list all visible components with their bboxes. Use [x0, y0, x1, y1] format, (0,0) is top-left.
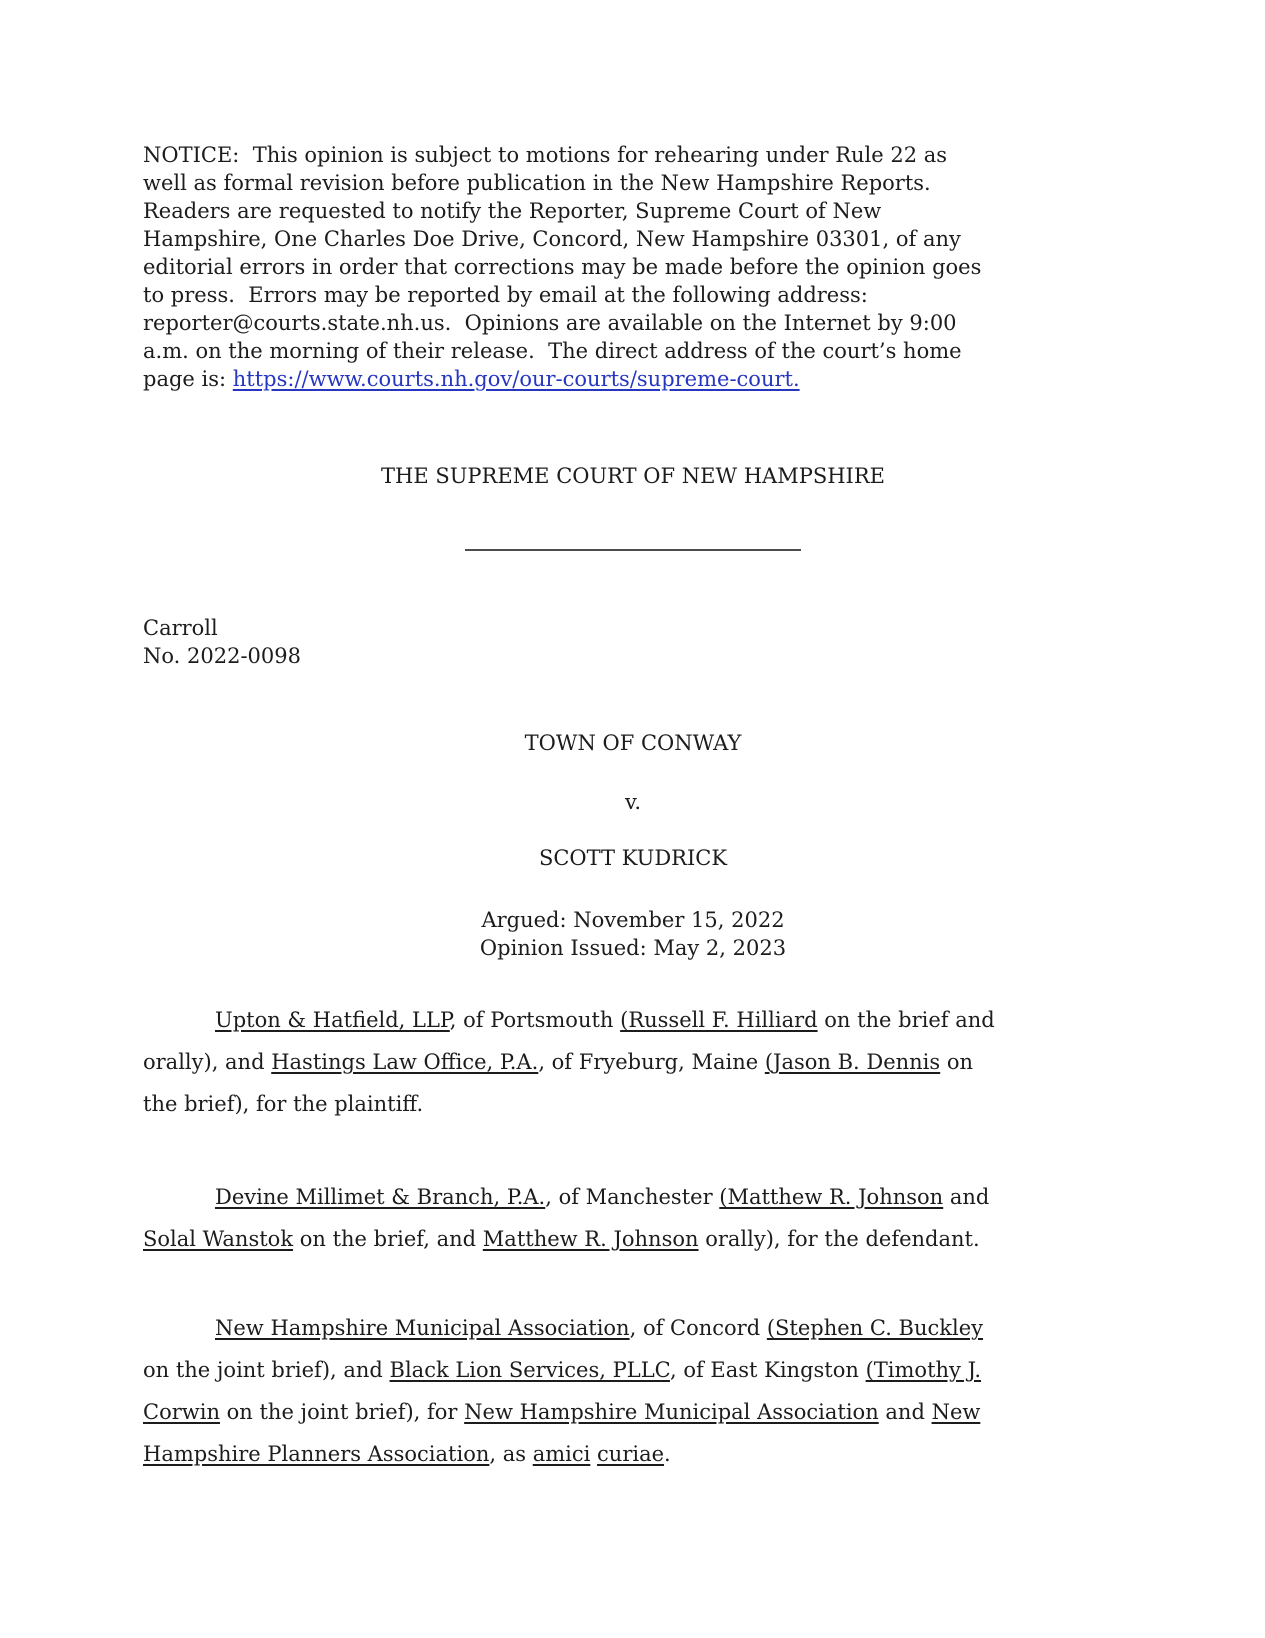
text-segment: orally), and — [143, 1050, 272, 1074]
text-segment: Upton & Hatfield, LLP — [215, 1008, 450, 1032]
text-segment: Matthew R. Johnson — [482, 1227, 699, 1251]
text-segment: New Hampshire Municipal Association — [464, 1400, 879, 1424]
text-segment: NOTICE: This opinion is subject to motions for rehearing under Rule 22 as — [143, 143, 948, 167]
text-segment: Hampshire, One Charles Doe Drive, Concord, New Hampshire 03301, of any — [143, 227, 961, 251]
text-segment: to press. Errors may be reported by email at the following address: — [143, 283, 868, 307]
text-segment: Devine Millimet & Branch, P.A. — [215, 1185, 546, 1209]
case-caption — [143, 614, 1123, 670]
text-segment: (Timothy J. — [865, 1358, 982, 1382]
defendant-name: SCOTT KUDRICK — [538, 846, 728, 870]
text-segment: page is: — [143, 367, 233, 391]
text-segment: a.m. on the morning of their release. The direct address of the court’s home — [143, 339, 962, 363]
text-segment: New — [931, 1400, 981, 1424]
text-segment: on the brief and — [817, 1008, 995, 1032]
opinion-issued-date: Opinion Issued: May 2, 2023 — [479, 936, 787, 960]
text-segment: , of East Kingston — [669, 1358, 866, 1382]
amici-counsel-paragraph — [143, 1307, 1123, 1475]
text-segment: the brief), for the plaintiff. — [143, 1092, 424, 1116]
text-segment: , as — [489, 1442, 533, 1466]
supreme-court-link[interactable]: https://www.courts.nh.gov/our-courts/supreme-court. — [232, 367, 800, 391]
text-segment: curiae — [597, 1442, 665, 1466]
text-segment: on the joint brief), for — [219, 1400, 465, 1424]
argued-date: Argued: November 15, 2022 — [481, 908, 785, 932]
court-title: THE SUPREME COURT OF NEW HAMPSHIRE — [381, 464, 885, 488]
text-segment: on — [940, 1050, 974, 1074]
text-segment: (Stephen C. Buckley — [766, 1316, 984, 1340]
text-segment: amici — [532, 1442, 591, 1466]
plaintiff-name: TOWN OF CONWAY — [524, 731, 742, 755]
text-segment: . — [664, 1442, 671, 1466]
text-segment: and — [943, 1185, 990, 1209]
text-segment: Corwin — [143, 1400, 220, 1424]
text-segment: on the brief, and — [293, 1227, 483, 1251]
text-segment: editorial errors in order that corrections may be made before the opinion goes — [143, 255, 982, 279]
case-dates — [143, 906, 1123, 962]
text-segment: , of Manchester — [545, 1185, 720, 1209]
text-segment: (Jason B. Dennis — [764, 1050, 941, 1074]
text-segment: , of Fryeburg, Maine — [538, 1050, 765, 1074]
plaintiff-counsel-paragraph — [143, 999, 1123, 1125]
text-segment: , of Portsmouth — [449, 1008, 621, 1032]
section-divider — [143, 549, 1123, 551]
text-segment: Hastings Law Office, P.A. — [271, 1050, 539, 1074]
text-segment: (Matthew R. Johnson — [719, 1185, 944, 1209]
text-segment: Readers are requested to notify the Reporter, Supreme Court of New — [143, 199, 882, 223]
notice-paragraph — [143, 141, 1123, 393]
text-segment: and — [878, 1400, 932, 1424]
docket-number: No. 2022-0098 — [143, 644, 301, 668]
defendant-counsel-paragraph — [143, 1176, 1123, 1260]
text-segment: , of Concord — [629, 1316, 767, 1340]
text-segment: New Hampshire Municipal Association — [215, 1316, 630, 1340]
text-segment: well as formal revision before publication in the New Hampshire Reports. — [143, 171, 931, 195]
text-segment: on the joint brief), and — [143, 1358, 390, 1382]
text-segment: Hampshire Planners Association — [143, 1442, 490, 1466]
versus-label: v. — [624, 790, 642, 814]
text-segment: Solal Wanstok — [143, 1227, 294, 1251]
divider-line — [465, 549, 801, 551]
text-segment: orally), for the defendant. — [698, 1227, 980, 1251]
text-segment: reporter@courts.state.nh.us. Opinions are available on the Internet by 9:00 — [143, 311, 957, 335]
text-segment: (Russell F. Hilliard — [620, 1008, 818, 1032]
text-segment: Black Lion Services, PLLC — [389, 1358, 670, 1382]
county-name: Carroll — [143, 616, 218, 640]
